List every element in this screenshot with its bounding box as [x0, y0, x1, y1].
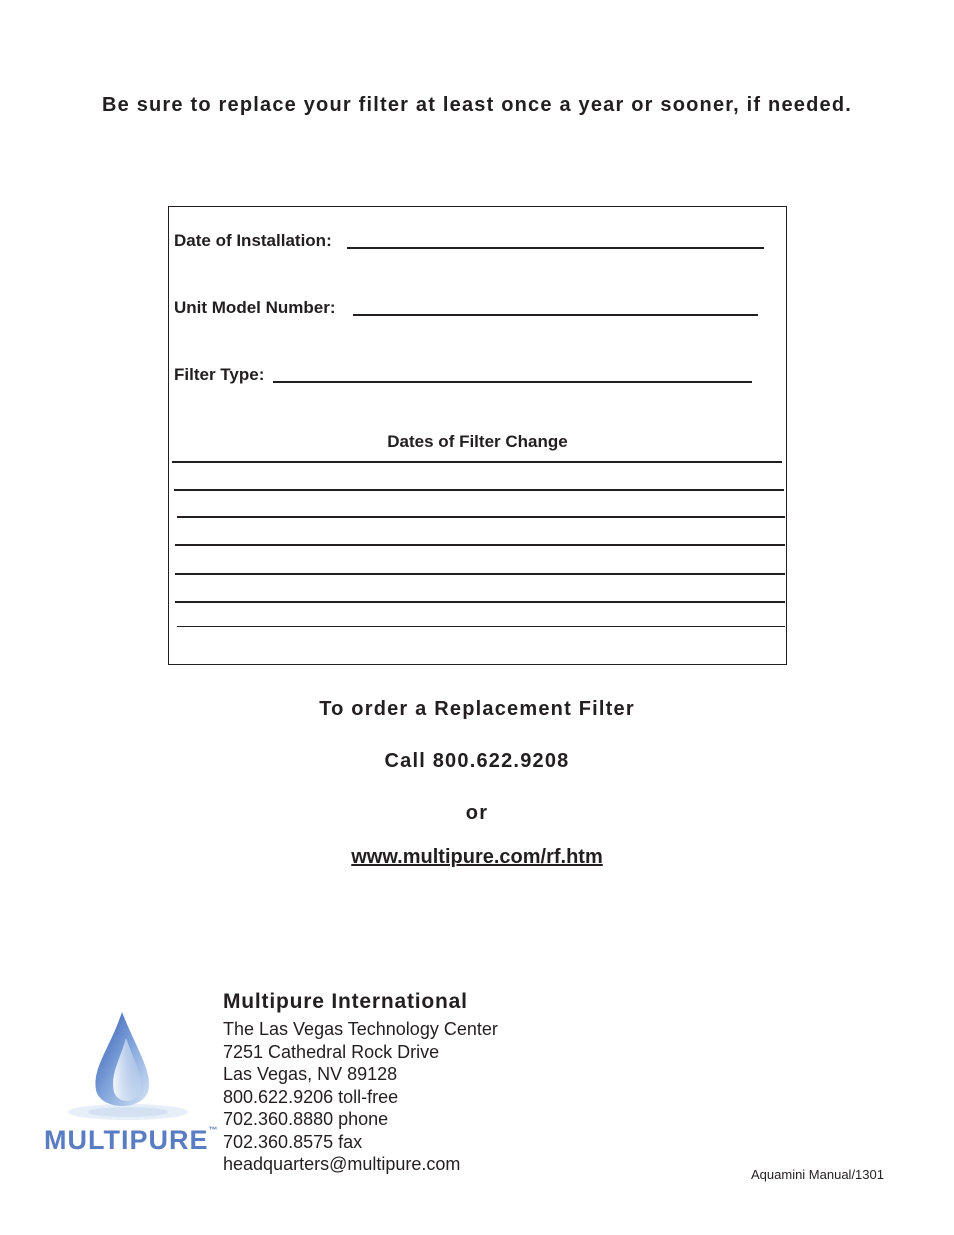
- filter-change-date-line[interactable]: [175, 573, 785, 575]
- address-line: 7251 Cathedral Rock Drive: [223, 1042, 440, 1062]
- filter-change-date-line[interactable]: [174, 489, 784, 491]
- filter-change-date-line[interactable]: [172, 461, 782, 463]
- order-heading: To order a Replacement Filter: [319, 698, 635, 720]
- order-website-link[interactable]: www.multipure.com/rf.htm: [351, 846, 603, 868]
- dates-of-filter-change-heading: Dates of Filter Change: [387, 432, 568, 451]
- filter-type-field[interactable]: [273, 381, 752, 383]
- unit-model-field[interactable]: [353, 314, 758, 316]
- installation-date-field[interactable]: [347, 247, 764, 249]
- order-phone: Call 800.622.9208: [384, 750, 570, 772]
- email: headquarters@multipure.com: [223, 1154, 461, 1174]
- installation-date-label: Date of Installation:: [174, 231, 332, 250]
- toll-free-phone: 800.622.9206 toll-free: [223, 1087, 399, 1107]
- headline: Be sure to replace your filter at least once a year or sooner, if needed.: [101, 94, 853, 116]
- logo-text: MULTIPURE: [44, 1125, 209, 1155]
- phone: 702.360.8880 phone: [223, 1109, 389, 1129]
- filter-type-label: Filter Type:: [174, 365, 265, 384]
- filter-change-date-line[interactable]: [175, 544, 785, 546]
- unit-model-label: Unit Model Number:: [174, 298, 336, 317]
- water-drop-icon: [40, 1008, 210, 1128]
- company-name: Multipure International: [223, 990, 468, 1013]
- trademark-symbol: ™: [208, 1125, 219, 1135]
- address-line: The Las Vegas Technology Center: [223, 1019, 498, 1039]
- filter-change-date-line[interactable]: [175, 601, 785, 603]
- manual-code: Aquamini Manual/1301: [751, 1167, 884, 1182]
- multipure-logo: [40, 1008, 210, 1133]
- filter-change-date-line[interactable]: [177, 626, 785, 627]
- multipure-wordmark: [44, 1125, 219, 1156]
- address-line: Las Vegas, NV 89128: [223, 1064, 398, 1084]
- filter-change-date-line[interactable]: [177, 516, 785, 518]
- fax: 702.360.8575 fax: [223, 1132, 363, 1152]
- order-or: or: [465, 802, 489, 824]
